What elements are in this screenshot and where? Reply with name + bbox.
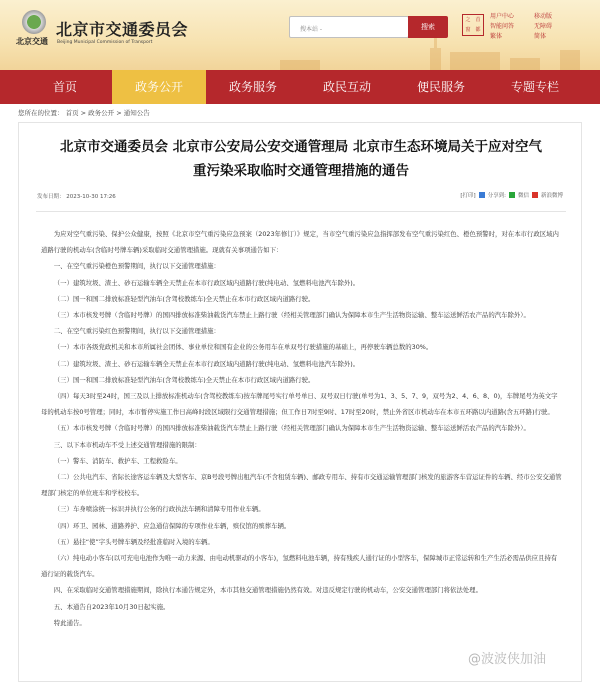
- header-links-right: [534, 12, 552, 42]
- badge-char: 之: [465, 17, 471, 23]
- badge-char: 窗: [465, 27, 471, 33]
- divider: [36, 211, 566, 212]
- article-paragraph: （三）国一和国二排放标准轻型汽油车(含驾校教练车)全天禁止在本市行政区域内道路行驶。: [53, 375, 315, 384]
- article-paragraph: （二）建筑垃圾、渣土、砂石运输车辆全天禁止在本市行政区域内道路行驶(纯电动、氢燃料电池汽车除外)。: [53, 359, 360, 368]
- article-paragraph: 四、在采取临时交通管理措施期间，除执行本通告规定外，本市其他交通管理措施仍然有效。对违反规定行驶的机动车，公安交通管理部门将依法处理。: [53, 586, 482, 595]
- printer-icon[interactable]: [479, 192, 485, 198]
- nav-government-affairs[interactable]: 政务公开: [112, 70, 206, 104]
- badge-char: 都: [475, 27, 481, 33]
- search-button[interactable]: 搜索: [408, 16, 448, 38]
- share-label: 分享到:: [487, 193, 506, 199]
- article-paragraph: 三、以下本市机动车不受上述交通管理措施的限制：: [53, 440, 201, 449]
- breadcrumb[interactable]: 您所在的位置： 首页 > 政务公开 > 通知公告: [18, 109, 150, 117]
- article-paragraph: （三）车身喷涂统一标识并执行公务的行政执法车辆和清障专用作业车辆。: [53, 505, 265, 514]
- share-wechat[interactable]: 微信: [517, 193, 529, 199]
- article-paragraph: 为应对空气重污染、保护公众健康，按照《北京市空气重污染应急预案（2023年修订）》规定，当市空气重污染应急指挥部发布空气重污染红色、橙色预警时，对在本市行政区域内道路行驶的机动车(含临时号牌车辆)采取临时交通管理措施。现就有关事项通告如下：: [41, 230, 559, 255]
- link-simplified[interactable]: 简体: [534, 33, 547, 40]
- nav-special-topics[interactable]: 专题专栏: [510, 80, 559, 94]
- weibo-watermark: @波波侠加油: [468, 652, 547, 667]
- article-paragraph: （一）警车、消防车、救护车、工程救险车。: [53, 456, 182, 465]
- title-line: 北京市交通委员会 北京市公安局公安交通管理局 北京市生态环境局关于应对空气: [60, 139, 542, 155]
- article-paragraph: （二）国一和国二排放标准轻型汽油车(含驾校教练车)全天禁止在本市行政区域内道路行驶。: [53, 294, 315, 303]
- article-paragraph: 一、在空气重污染橙色预警期间，执行以下交通管理措施：: [53, 262, 220, 271]
- article-paragraph: 二、在空气重污染红色预警期间，执行以下交通管理措施：: [53, 327, 220, 336]
- badge-char: 首: [475, 17, 481, 23]
- article-paragraph: （三）本市核发号牌（含临时号牌）的国四排放标准柴油载货汽车禁止上路行驶（经相关管理部门确认为保障本市生产生活物资运输、整车运送鲜活农产品的汽车除外）。: [53, 311, 530, 320]
- publish-date: 发布日期： 2023-10-30 17:26: [37, 194, 116, 200]
- article-container: [18, 122, 582, 682]
- link-user-center[interactable]: 用户中心: [490, 13, 515, 20]
- article-paragraph: （二）公共电汽车、省际长途客运车辆及大型客车、京B号段号牌出租汽车(不含租赁车辆)、邮政专用车、持有市交通运输管理部门核发的旅游客车营运证件的车辆、经市公安交通管理部门核定的单位班车和学校校车。: [41, 473, 562, 498]
- header-links-left: [490, 12, 514, 42]
- article-title: [19, 135, 583, 183]
- link-mobile[interactable]: 移动版: [534, 13, 553, 20]
- article-body: [41, 226, 563, 631]
- article-paragraph: （四）每天3时至24时，国三及以上排放标准机动车(含驾校教练车)按车牌尾号实行单号单日、双号双日行驶(单号为1、3、5、7、9，双号为2、4、6、8、0)，车牌尾号为英文字母的机动车按0号管理；同时，本市暂停实施工作日高峰时段区域限行交通管理措施；但工作日7时至9时、17时至20时，禁止外省区市机动车在本市五环路以内道路(含五环路)行驶。: [41, 392, 558, 417]
- share-weibo[interactable]: 新浪微博: [540, 193, 563, 199]
- article-paragraph: （一）本市各级党政机关和本市所属社会团体、事业单位和国有企业的公务用车在单双号行驶措施的基础上，再停驶车辆总数的30%。: [53, 343, 433, 352]
- nav-home[interactable]: 首页: [52, 80, 77, 94]
- logo-icon[interactable]: [22, 10, 46, 34]
- article-paragraph: （六）纯电动小客车(以可充电电池作为唯一动力来源、由电动机驱动的小客车)，氢燃料电池车辆，持有残疾人通行证的小型客车，保障城市正常运转和生产生活必需品供应且持有通行证的载货汽车。: [41, 554, 558, 579]
- weibo-icon[interactable]: [532, 192, 538, 198]
- title-line: 重污染采取临时交通管理措施的通告: [193, 163, 409, 179]
- main-nav: [0, 70, 600, 104]
- link-traditional[interactable]: 繁体: [490, 33, 503, 40]
- article-paragraph: （一）建筑垃圾、渣土、砂石运输车辆全天禁止在本市行政区域内道路行驶(纯电动、氢燃料电池汽车除外)。: [53, 278, 360, 287]
- nav-government-services[interactable]: 政务服务: [228, 80, 277, 94]
- article-paragraph: （五）悬挂“使”字头号牌车辆及经批准临时入境的车辆。: [53, 537, 214, 546]
- wechat-icon[interactable]: [509, 192, 515, 198]
- print-link[interactable]: [打印]: [460, 193, 476, 199]
- capital-window-badge[interactable]: [462, 14, 484, 36]
- link-accessibility[interactable]: 无障碍: [534, 23, 553, 30]
- article-paragraph: （四）环卫、园林、道路养护、应急通信保障的专项作业车辆，殡仪馆的殡葬车辆。: [53, 521, 291, 530]
- site-subtitle: Beijing Municipal Commission of Transport: [57, 40, 153, 45]
- share-bar: [460, 191, 563, 199]
- article-paragraph: 特此通告。: [53, 618, 86, 627]
- logo-text: 北京交通: [16, 37, 48, 46]
- article-paragraph: （五）本市核发号牌（含临时号牌）的国四排放标准柴油载货汽车禁止上路行驶（经相关管理部门确认为保障本市生产生活物资运输、整车运送鲜活农产品的汽车除外）。: [53, 424, 530, 433]
- nav-public-services[interactable]: 便民服务: [416, 80, 465, 94]
- article-paragraph: 五、本通告自2023年10月30日起实施。: [53, 602, 170, 611]
- site-header: [0, 0, 600, 72]
- site-title[interactable]: 北京市交通委员会: [56, 20, 189, 39]
- link-smart-qa[interactable]: 智能问答: [490, 23, 515, 30]
- nav-interaction[interactable]: 政民互动: [322, 80, 371, 94]
- search-input[interactable]: 搜本站 -: [289, 16, 409, 38]
